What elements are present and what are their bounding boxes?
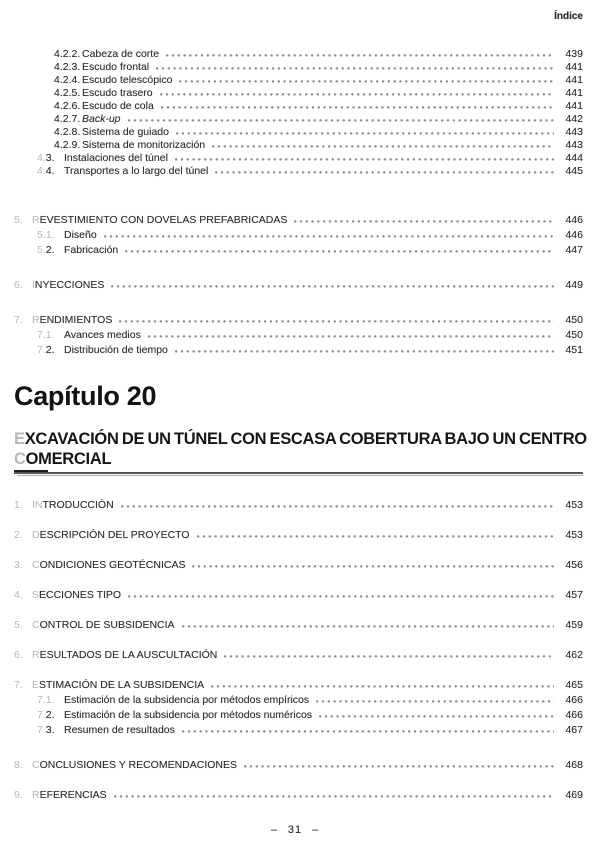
- toc-row: [7, 559, 583, 572]
- toc-entry-label: Back-up: [82, 113, 121, 125]
- toc-row: [7, 229, 583, 242]
- page-number: – 31 –: [270, 824, 320, 836]
- toc-entry-label: INTRODUCCIÓN: [32, 499, 114, 511]
- toc-entry-page-number: 441: [565, 74, 583, 86]
- toc-entry-label-faded: R: [32, 214, 40, 226]
- toc-entry-label: REFERENCIAS: [32, 789, 107, 801]
- toc-row: [7, 279, 583, 292]
- chapter-title-line1: EXCAVACIÓN DE UN TÚNEL CON ESCASA COBERTURA BAJO UN CENTRO: [14, 430, 587, 448]
- toc-entry-number: [14, 589, 32, 602]
- toc-entry-label: Escudo frontal: [82, 61, 150, 73]
- dot-leader: [175, 349, 554, 353]
- toc-entry-page-number: 469: [565, 789, 583, 801]
- toc-entry-label: SECCIONES TIPO: [32, 589, 122, 601]
- toc-entry-number: 4.2.8.: [54, 126, 81, 138]
- toc-entry-number: [37, 229, 64, 242]
- toc-entry-label-faded: C: [32, 559, 40, 571]
- toc-entry-page-number: 468: [565, 759, 583, 771]
- dot-leader: [104, 234, 554, 238]
- chapter-title-line2: COMERCIAL: [14, 450, 112, 468]
- toc-row: [7, 709, 583, 722]
- toc-entry-page-number: 450: [565, 314, 583, 326]
- rule-faint-line: [17, 475, 583, 476]
- toc-group: [7, 619, 583, 632]
- dot-leader: [166, 53, 554, 57]
- toc-entry-page-number: 456: [565, 559, 583, 571]
- toc-entry-number: 4.2.3.: [54, 61, 81, 73]
- toc-entry-page-number: 443: [565, 139, 583, 151]
- toc-group: [7, 759, 583, 772]
- toc-entry-number: [37, 329, 64, 342]
- dot-leader: [211, 684, 554, 688]
- toc-entry-number-faded: 7.: [37, 709, 46, 721]
- toc-entry-page-number: 449: [565, 279, 583, 291]
- toc-entry-label-faded: S: [32, 589, 40, 601]
- toc-entry-label: Avances medios: [64, 329, 141, 341]
- dot-leader: [119, 319, 554, 323]
- toc-entry-label-faded: E: [32, 679, 40, 691]
- dot-leader: [244, 764, 554, 768]
- running-header-indice: Índice: [554, 11, 583, 22]
- dot-leader: [114, 794, 554, 798]
- toc-entry-number: [14, 649, 32, 662]
- toc-entry-number-faded: 7.1.: [37, 329, 55, 341]
- toc-row: [7, 529, 583, 542]
- toc-entry-label: CONTROL DE SUBSIDENCIA: [32, 619, 175, 631]
- toc-entry-number-faded: 5.: [14, 619, 23, 631]
- dot-leader: [128, 118, 554, 122]
- toc-entry-label-faded: C: [32, 619, 40, 631]
- dot-leader: [175, 157, 554, 161]
- toc-row: [7, 649, 583, 662]
- toc-chapter-section: [7, 499, 583, 802]
- toc-entry-page-number: 441: [565, 100, 583, 112]
- toc-row: [7, 724, 583, 737]
- toc-entry-label-faded: I: [32, 279, 35, 291]
- toc-entry-label: Distribución de tiempo: [64, 344, 168, 356]
- toc-entry-page-number: 466: [565, 709, 583, 721]
- toc-entry-page-number: 459: [565, 619, 583, 631]
- toc-entry-number: [14, 619, 32, 632]
- toc-entry-number: 4.4.: [37, 165, 55, 177]
- dot-leader: [125, 249, 554, 253]
- toc-entry-number: 4.2.9.: [54, 139, 81, 151]
- toc-entry-number: 4.2.4.: [54, 74, 81, 86]
- toc-entry-number: 4.2.6.: [54, 100, 81, 112]
- dot-leader: [192, 564, 554, 568]
- toc-top-section: [7, 48, 583, 357]
- toc-row: [7, 214, 583, 227]
- dot-leader: [182, 729, 554, 733]
- toc-entry-number-faded: 3.: [14, 559, 23, 571]
- toc-entry-label: Resumen de resultados: [64, 724, 175, 736]
- dot-leader: [319, 714, 554, 718]
- toc-entry-label: CONCLUSIONES Y RECOMENDACIONES: [32, 759, 237, 771]
- toc-row: [7, 244, 583, 257]
- dot-leader: [179, 79, 554, 83]
- toc-row: [7, 789, 583, 802]
- toc-entry-number-faded: 5.: [14, 214, 23, 226]
- toc-row: [7, 48, 583, 61]
- toc-entry-page-number: 467: [565, 724, 583, 736]
- toc-group: [7, 649, 583, 662]
- toc-entry-label: Instalaciones del túnel: [64, 152, 168, 164]
- toc-entry-number: 7.3.: [37, 724, 55, 736]
- toc-entry-number: 4.2.5.: [54, 87, 81, 99]
- toc-entry-number: 4.2.7.: [54, 113, 81, 125]
- toc-entry-page-number: 443: [565, 126, 583, 138]
- toc-row: [7, 74, 583, 87]
- chapter-title: [14, 429, 587, 477]
- toc-entry-number: [14, 314, 32, 327]
- toc-entry-number-faded: 4.: [37, 165, 46, 177]
- dot-leader: [197, 534, 554, 538]
- toc-entry-label: Sistema de guiado: [82, 126, 169, 138]
- toc-entry-number: 5.2.: [37, 244, 55, 256]
- dot-leader: [212, 144, 554, 148]
- toc-row: [7, 589, 583, 602]
- dot-leader: [176, 131, 554, 135]
- toc-entry-label: RESULTADOS DE LA AUSCULTACIÓN: [32, 649, 218, 661]
- rule-line: [14, 472, 583, 474]
- toc-group: [7, 589, 583, 602]
- toc-entry-page-number: 439: [565, 48, 583, 60]
- toc-entry-number-faded: 8.: [14, 759, 23, 771]
- toc-entry-number-faded: 7.1.: [37, 694, 55, 706]
- toc-row: [7, 619, 583, 632]
- toc-row: [7, 499, 583, 512]
- toc-entry-page-number: 453: [565, 529, 583, 541]
- toc-entry-page-number: 445: [565, 165, 583, 177]
- toc-row: [7, 694, 583, 707]
- dot-leader: [148, 334, 554, 338]
- toc-entry-page-number: 462: [565, 649, 583, 661]
- toc-entry-page-number: 451: [565, 344, 583, 356]
- toc-entry-number-faded: 7.: [14, 314, 23, 326]
- toc-entry-number-faded: 4.: [14, 589, 23, 601]
- toc-group: [7, 529, 583, 542]
- toc-entry-label-faded: R: [32, 649, 40, 661]
- toc-row: [7, 87, 583, 100]
- dot-leader: [121, 504, 554, 508]
- toc-entry-number-faded: 6.: [14, 279, 23, 291]
- toc-entry-page-number: 446: [565, 229, 583, 241]
- dot-leader: [161, 105, 554, 109]
- toc-entry-page-number: 444: [565, 152, 583, 164]
- toc-entry-label: Cabeza de corte: [82, 48, 160, 60]
- toc-group: [7, 214, 583, 257]
- toc-entry-label: RENDIMIENTOS: [32, 314, 113, 326]
- toc-group: [7, 314, 583, 357]
- toc-entry-label: Estimación de la subsidencia por métodos empíricos: [64, 694, 310, 706]
- toc-group: [7, 48, 583, 178]
- toc-row: [7, 329, 583, 342]
- toc-entry-number: [14, 499, 32, 512]
- toc-row: [7, 679, 583, 692]
- dot-leader: [111, 284, 554, 288]
- toc-row: [7, 126, 583, 139]
- toc-entry-page-number: 450: [565, 329, 583, 341]
- toc-entry-number: [14, 214, 32, 227]
- dot-leader: [316, 699, 554, 703]
- toc-entry-label-faded: R: [32, 789, 40, 801]
- toc-entry-label: Sistema de monitorización: [82, 139, 206, 151]
- toc-entry-label: Transportes a lo largo del túnel: [64, 165, 209, 177]
- toc-row: [7, 139, 583, 152]
- toc-entry-label: DESCRIPCIÓN DEL PROYECTO: [32, 529, 190, 541]
- toc-entry-page-number: 441: [565, 61, 583, 73]
- toc-entry-page-number: 466: [565, 694, 583, 706]
- toc-entry-label-faded: IN: [32, 499, 43, 511]
- toc-entry-number: 7.2.: [37, 344, 55, 356]
- toc-row: [7, 61, 583, 74]
- toc-entry-number: [14, 529, 32, 542]
- toc-group: [7, 279, 583, 292]
- toc-entry-page-number: 446: [565, 214, 583, 226]
- toc-entry-label: ESTIMACIÓN DE LA SUBSIDENCIA: [32, 679, 205, 691]
- toc-entry-number: [14, 679, 32, 692]
- dot-leader: [294, 219, 554, 223]
- toc-entry-number: [14, 279, 32, 292]
- toc-entry-number: [14, 789, 32, 802]
- toc-row: [7, 152, 583, 165]
- toc-entry-label: CONDICIONES GEOTÉCNICAS: [32, 559, 186, 571]
- title-underline-rule: [14, 470, 583, 477]
- toc-row: [7, 113, 583, 126]
- toc-entry-label: Fabricación: [64, 244, 119, 256]
- toc-row: [7, 100, 583, 113]
- toc-entry-label: Diseño: [64, 229, 97, 241]
- toc-entry-label-faded: R: [32, 314, 40, 326]
- toc-group: [7, 499, 583, 512]
- toc-row: [7, 314, 583, 327]
- toc-entry-label: INYECCIONES: [32, 279, 105, 291]
- toc-entry-page-number: 441: [565, 87, 583, 99]
- toc-entry-number-faded: 2.: [14, 529, 23, 541]
- toc-entry-number-faded: 9.: [14, 789, 23, 801]
- toc-group: [7, 789, 583, 802]
- toc-entry-number: [37, 694, 64, 707]
- toc-entry-number-faded: 4.: [37, 152, 46, 164]
- toc-entry-number: [14, 759, 32, 772]
- toc-entry-number: [14, 559, 32, 572]
- toc-entry-number: 4.2.2.: [54, 48, 81, 60]
- dot-leader: [224, 654, 554, 658]
- toc-row: [7, 344, 583, 357]
- toc-entry-page-number: 457: [565, 589, 583, 601]
- toc-entry-label: Escudo trasero: [82, 87, 153, 99]
- toc-entry-number: 7.2.: [37, 709, 55, 721]
- toc-group: [7, 559, 583, 572]
- toc-entry-number-faded: 7.: [37, 724, 46, 736]
- toc-entry-number-faded: 5.: [37, 244, 46, 256]
- toc-entry-number-faded: 1.: [14, 499, 23, 511]
- toc-entry-number-faded: 7.: [37, 344, 46, 356]
- toc-entry-page-number: 465: [565, 679, 583, 691]
- toc-entry-page-number: 442: [565, 113, 583, 125]
- toc-entry-label: REVESTIMIENTO CON DOVELAS PREFABRICADAS: [32, 214, 288, 226]
- dot-leader: [182, 624, 554, 628]
- dot-leader: [215, 170, 554, 174]
- dot-leader: [160, 92, 554, 96]
- toc-entry-label: Estimación de la subsidencia por métodos numéricos: [64, 709, 313, 721]
- toc-entry-number-faded: 6.: [14, 649, 23, 661]
- toc-entry-number-faded: 7.: [14, 679, 23, 691]
- toc-entry-label: Escudo telescópico: [82, 74, 173, 86]
- dot-leader: [156, 66, 554, 70]
- toc-entry-page-number: 453: [565, 499, 583, 511]
- toc-entry-label-faded: D: [32, 529, 40, 541]
- toc-row: [7, 165, 583, 178]
- chapter-heading: Capítulo 20: [14, 381, 157, 411]
- toc-entry-label: Escudo de cola: [82, 100, 154, 112]
- dot-leader: [128, 594, 554, 598]
- toc-entry-number-faded: 5.1.: [37, 229, 55, 241]
- toc-entry-label-faded: C: [32, 759, 40, 771]
- toc-entry-number: 4.3.: [37, 152, 55, 164]
- toc-group: [7, 679, 583, 737]
- toc-row: [7, 759, 583, 772]
- toc-entry-page-number: 447: [565, 244, 583, 256]
